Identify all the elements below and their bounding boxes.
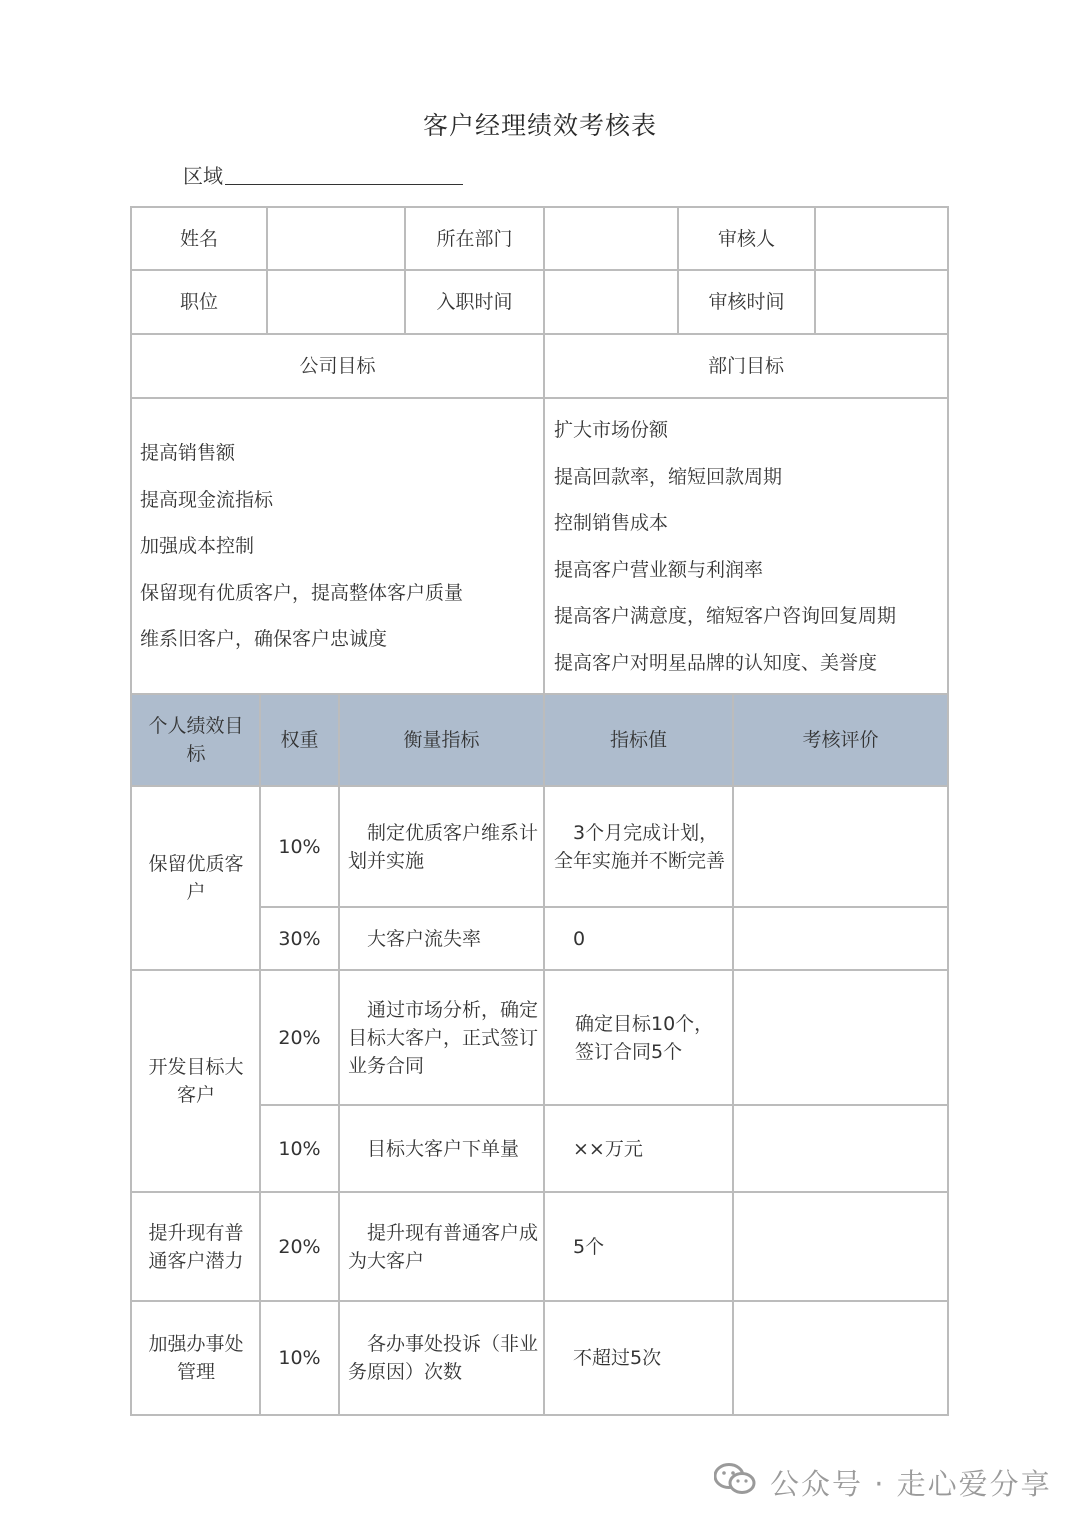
table-border-right	[947, 206, 949, 1416]
evaluation-cell[interactable]	[734, 971, 947, 1104]
weight-value: 20%	[278, 1026, 321, 1049]
weight-value: 10%	[278, 1137, 321, 1160]
evaluation-cell[interactable]	[734, 1193, 947, 1300]
table-rule	[338, 693, 340, 1416]
table-rule	[130, 397, 949, 399]
watermark	[714, 1462, 1052, 1503]
department-label: 所在部门	[436, 227, 513, 250]
dept-goal-item: 提高客户满意度，缩短客户咨询回复周期	[554, 605, 897, 627]
metric-text: 制定优质客户维系计划并实施	[348, 821, 539, 872]
weight-value: 10%	[278, 1347, 321, 1369]
region-fill-line	[225, 184, 463, 185]
goal-retain-quality-clients: 保留优质客户	[148, 853, 244, 903]
weight-value: 30%	[278, 927, 321, 950]
dept-goal-item: 扩大市场份额	[554, 419, 669, 441]
goal-office-management: 加强办事处管理	[148, 1333, 244, 1383]
watermark-text: 公众号 · 走心爱分享	[770, 1467, 1052, 1501]
evaluation-cell[interactable]	[734, 1302, 947, 1414]
dept-goal-item: 提高客户对明星品牌的认知度、美誉度	[554, 651, 878, 674]
review-time-label: 审核时间	[708, 291, 785, 313]
hire-date-value[interactable]	[545, 271, 677, 333]
dept-goals-list	[554, 407, 896, 686]
company-goal-item: 维系旧客户，确保客户忠诚度	[140, 628, 388, 650]
target-text: 不超过5次	[573, 1347, 662, 1369]
weight-value: 20%	[278, 1235, 321, 1258]
metric-text: 大客户流失率	[367, 927, 482, 950]
header-target: 指标值	[609, 729, 667, 751]
reviewer-label: 审核人	[717, 227, 775, 250]
goal-develop-major-clients: 开发目标大客户	[148, 1056, 244, 1106]
goal-upgrade-regular-clients: 提升现有普通客户潜力	[148, 1221, 244, 1272]
target-text: 3个月完成计划，全年实施并不断完善	[554, 821, 726, 872]
header-weight: 权重	[280, 729, 319, 751]
position-value[interactable]	[268, 271, 404, 333]
review-time-value[interactable]	[816, 271, 947, 333]
name-label: 姓名	[179, 227, 218, 250]
department-value[interactable]	[545, 208, 677, 269]
header-personal-goal: 个人绩效目标	[148, 715, 244, 765]
evaluation-cell[interactable]	[734, 787, 947, 906]
target-text: 5个	[573, 1235, 605, 1258]
table-border-bottom	[130, 1414, 949, 1416]
metric-text: 提升现有普通客户成为大客户	[348, 1221, 539, 1272]
evaluation-cell[interactable]	[734, 1106, 947, 1191]
header-evaluation: 考核评价	[802, 729, 879, 751]
company-goal-item: 提高现金流指标	[140, 488, 274, 511]
position-label: 职位	[179, 291, 218, 313]
weight-value: 10%	[278, 835, 321, 858]
metric-text: 目标大客户下单量	[367, 1137, 520, 1160]
page-title: 客户经理绩效考核表	[422, 111, 657, 140]
evaluation-cell[interactable]	[734, 908, 947, 969]
dept-goals-header: 部门目标	[707, 355, 784, 377]
dept-goal-item: 控制销售成本	[554, 512, 669, 534]
target-text: ××万元	[573, 1137, 643, 1160]
region-label: 区域	[183, 164, 223, 188]
hire-date-label: 入职时间	[436, 291, 513, 313]
metric-text: 各办事处投诉（非业务原因）次数	[348, 1333, 539, 1383]
target-text: 0	[573, 927, 586, 950]
wechat-icon	[714, 1462, 756, 1503]
target-text: 确定目标10个，签订合同5个	[575, 1012, 714, 1063]
dept-goal-item: 提高回款率，缩短回款周期	[554, 465, 783, 488]
company-goal-item: 提高销售额	[140, 442, 236, 464]
metric-text: 通过市场分析，确定目标大客户，正式签订业务合同	[348, 998, 539, 1077]
dept-goal-item: 提高客户营业额与利润率	[554, 558, 764, 581]
reviewer-value[interactable]	[816, 208, 947, 269]
company-goal-item: 加强成本控制	[140, 535, 255, 557]
header-metric: 衡量指标	[403, 729, 480, 751]
name-value[interactable]	[268, 208, 404, 269]
company-goal-item: 保留现有优质客户，提高整体客户质量	[140, 581, 464, 604]
company-goals-list	[140, 430, 463, 663]
company-goals-header: 公司目标	[299, 355, 376, 377]
